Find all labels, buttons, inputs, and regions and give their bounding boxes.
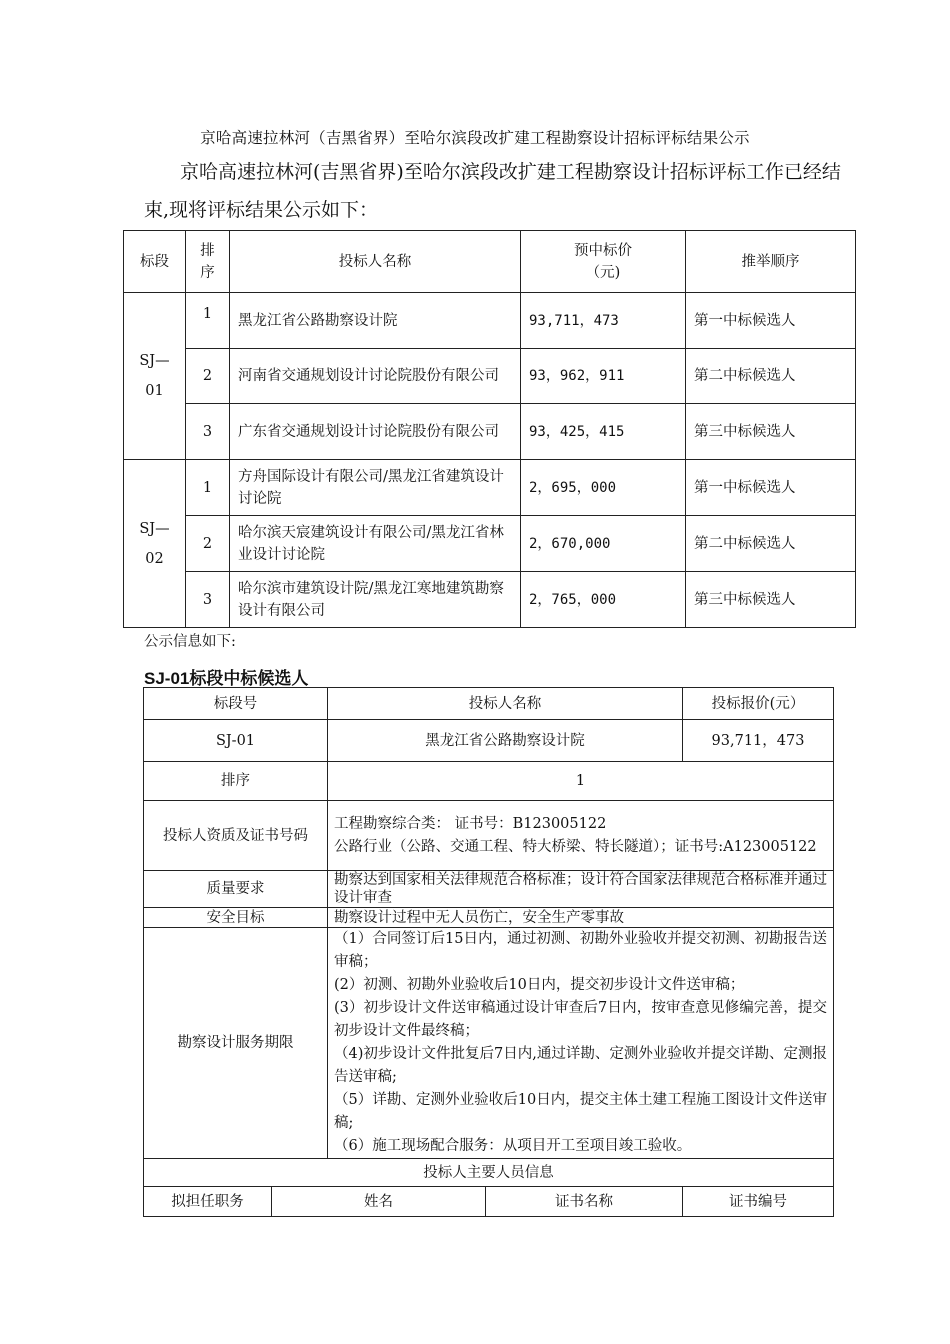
qualification-label: 投标人资质及证书号码 — [144, 801, 328, 871]
quality-value: 勘察达到国家相关法律规范合格标准；设计符合国家法律规范合格标准并通过设计审查 — [328, 871, 834, 908]
price-cell: 2，765，000 — [521, 572, 686, 628]
header-bidder-name: 投标人名称 — [328, 688, 683, 720]
price-cell: 2，695，000 — [521, 460, 686, 516]
header-order: 推举顺序 — [686, 231, 856, 293]
header-price: 预中标价 （元) — [521, 231, 686, 293]
bidder-name-cell: 哈尔滨市建筑设计院/黑龙江寒地建筑勘察设计有限公司 — [230, 572, 521, 628]
table-row — [124, 293, 856, 349]
rank-cell: 2 — [186, 516, 230, 572]
rank-cell: 1 — [186, 293, 230, 349]
order-cell: 第一中标候选人 — [686, 460, 856, 516]
price-cell: 93，962，911 — [521, 349, 686, 404]
bidder-name-value: 黑龙江省公路勘察设计院 — [328, 720, 683, 762]
quality-label: 质量要求 — [144, 871, 328, 908]
table-row — [124, 349, 856, 404]
bidder-name-cell: 方舟国际设计有限公司/黑龙江省建筑设计讨论院 — [230, 460, 521, 516]
header-bid-price: 投标报价(元） — [683, 688, 834, 720]
rank-value: 1 — [328, 762, 834, 801]
rank-label: 排序 — [144, 762, 328, 801]
table-row — [124, 516, 856, 572]
table-row — [124, 572, 856, 628]
staff-columns-row — [144, 1187, 834, 1217]
qualification-row — [144, 801, 834, 871]
bid-price-value: 93,711，473 — [683, 720, 834, 762]
price-cell: 93，425，415 — [521, 404, 686, 460]
section-cell: SJ— 01 — [124, 293, 186, 460]
table-row — [124, 404, 856, 460]
rank-cell: 2 — [186, 349, 230, 404]
candidate-detail-table — [143, 687, 834, 1217]
safety-row — [144, 908, 834, 928]
service-period-label: 勘察设计服务期限 — [144, 928, 328, 1159]
section-no-value: SJ-01 — [144, 720, 328, 762]
staff-header: 投标人主要人员信息 — [144, 1159, 834, 1187]
safety-value: 勘察设计过程中无人员伤亡，安全生产零事故 — [328, 908, 834, 928]
staff-col-position: 拟担任职务 — [144, 1187, 272, 1217]
order-cell: 第二中标候选人 — [686, 349, 856, 404]
bidder-name-cell: 广东省交通规划设计讨论院股份有限公司 — [230, 404, 521, 460]
detail-value-row — [144, 720, 834, 762]
service-period-value: （1）合同签订后15日内，通过初测、初勘外业验收并提交初测、初勘报告送审稿； (2）初测、初勘外业验收后10日内，提交初步设计文件送审稿； (3）初步设计文件送审稿通过设计审查后7日内，按审查意见修编完善，提交初步设计文件最终稿； （4)初步设计文件批复后7日内,通过详勘、定测外业验收并提交详勘、定测报告送审稿; （5）详勘、定测外业验收后10日内，提交主体土建工程施工图设计文件送审稿; （6）施工现场配合服务：从项目开工至项目竣工验收。 — [328, 928, 834, 1159]
bidder-name-cell: 哈尔滨天宸建筑设计有限公司/黑龙江省林业设计讨论院 — [230, 516, 521, 572]
bidder-name-cell: 河南省交通规划设计讨论院股份有限公司 — [230, 349, 521, 404]
order-cell: 第一中标候选人 — [686, 293, 856, 349]
order-cell: 第三中标候选人 — [686, 404, 856, 460]
header-rank: 排 序 — [186, 231, 230, 293]
rank-row — [144, 762, 834, 801]
staff-col-cert-name: 证书名称 — [486, 1187, 683, 1217]
rank-cell: 3 — [186, 572, 230, 628]
rank-cell: 3 — [186, 404, 230, 460]
results-table — [123, 230, 856, 628]
document-title: 京哈高速拉林河（吉黑省界）至哈尔滨段改扩建工程勘察设计招标评标结果公示 — [200, 129, 750, 147]
quality-row — [144, 871, 834, 908]
rank-cell: 1 — [186, 460, 230, 516]
order-cell: 第三中标候选人 — [686, 572, 856, 628]
header-bidder: 投标人名称 — [230, 231, 521, 293]
intro-paragraph: 京哈高速拉林河(吉黑省界)至哈尔滨段改扩建工程勘察设计招标评标工作已经结束,现将评标结果公示如下： — [144, 161, 841, 221]
bidder-name-cell: 黑龙江省公路勘察设计院 — [230, 293, 521, 349]
header-section-no: 标段号 — [144, 688, 328, 720]
price-cell: 2，670,000 — [521, 516, 686, 572]
staff-col-name: 姓名 — [272, 1187, 486, 1217]
detail-header-row — [144, 688, 834, 720]
service-period-row — [144, 928, 834, 1159]
section-heading: SJ-01标段中标候选人 — [144, 669, 309, 688]
header-section: 标段 — [124, 231, 186, 293]
order-cell: 第二中标候选人 — [686, 516, 856, 572]
table-row — [124, 460, 856, 516]
safety-label: 安全目标 — [144, 908, 328, 928]
staff-col-cert-no: 证书编号 — [683, 1187, 834, 1217]
staff-header-row — [144, 1159, 834, 1187]
price-cell: 93,711，473 — [521, 293, 686, 349]
notice-text: 公示信息如下: — [144, 634, 236, 650]
results-header-row — [124, 231, 856, 293]
qualification-value: 工程勘察综合类： 证书号：B123005122 公路行业（公路、交通工程、特大桥梁、特长隧道）；证书号:A123005122 — [328, 801, 834, 871]
section-cell: SJ— 02 — [124, 460, 186, 628]
